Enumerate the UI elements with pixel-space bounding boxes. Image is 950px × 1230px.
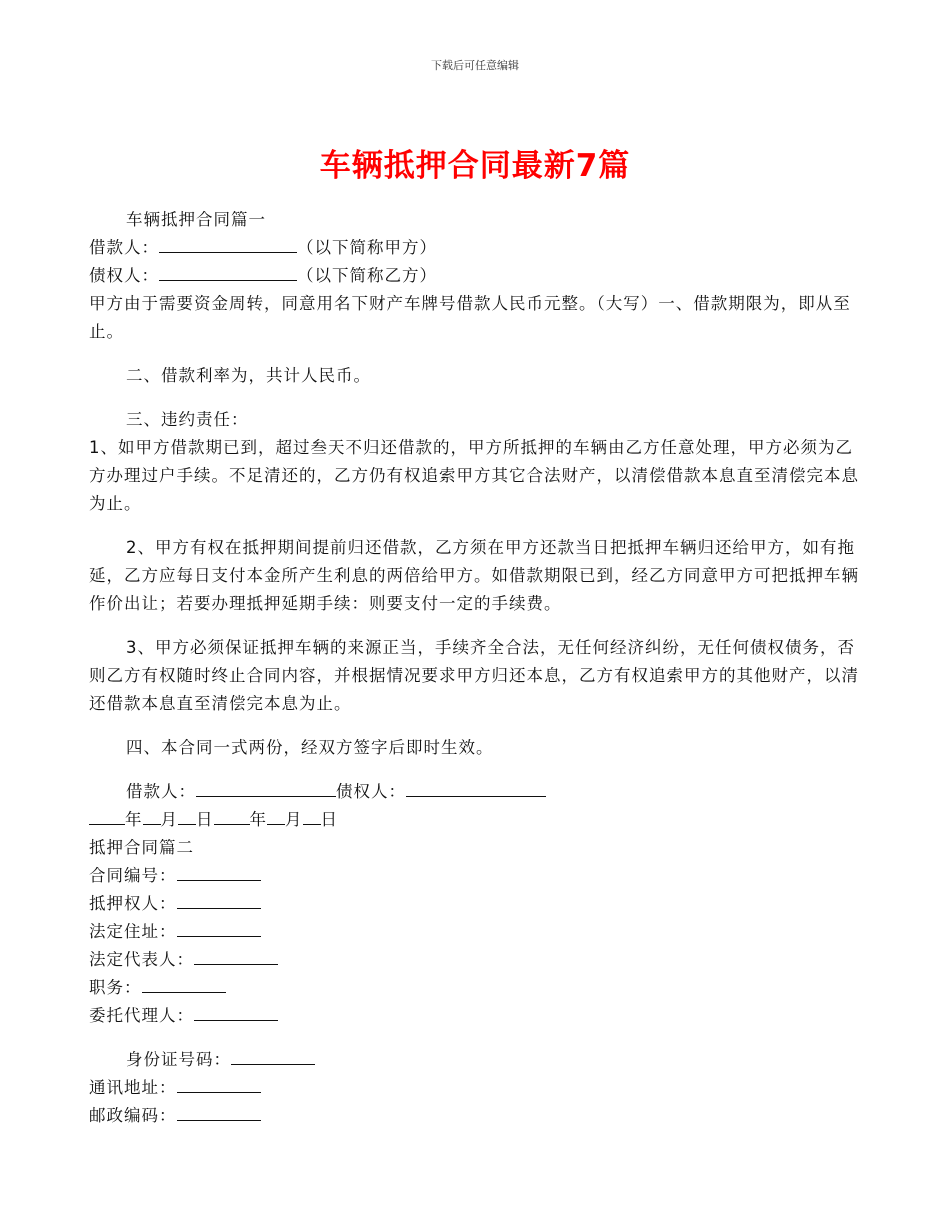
agent-blank bbox=[194, 1002, 278, 1021]
position-label: 职务： bbox=[89, 978, 142, 997]
legal-rep-label: 法定代表人： bbox=[89, 950, 194, 969]
day-label-2: 日 bbox=[320, 810, 338, 829]
clause-3-2: 2、甲方有权在抵押期间提前归还借款，乙方须在甲方还款当日把抵押车辆归还给甲方，如有拖延，乙方应每日支付本金所产生利息的两倍给甲方。如借款期限已到，经乙方同意甲方可把抵押车辆作价出让；若要办理抵押延期手续：则要支付一定的手续费。 bbox=[89, 538, 859, 613]
creditor-line bbox=[89, 262, 864, 290]
agent-line bbox=[89, 1002, 864, 1030]
clause-3-1: 1、如甲方借款期已到，超过叁天不归还借款的，甲方所抵押的车辆由乙方任意处理，甲方必须为乙方办理过户手续。不足清还的，乙方仍有权追索甲方其它合法财产，以清偿借款本息直至清偿完本息为止。 bbox=[89, 438, 859, 513]
address-blank bbox=[177, 1074, 261, 1093]
legal-rep-line bbox=[89, 946, 864, 974]
year-blank-1 bbox=[89, 806, 125, 825]
creditor-label: 债权人： bbox=[89, 266, 159, 285]
clause-3-heading: 三、违约责任： bbox=[126, 410, 249, 429]
year-blank-2 bbox=[214, 806, 250, 825]
borrower-blank bbox=[159, 234, 297, 253]
borrower-line bbox=[89, 234, 864, 262]
clause-3-3: 3、甲方必须保证抵押车辆的来源正当，手续齐全合法，无任何经济纠纷，无任何债权债务，否则乙方有权随时终止合同内容，并根据情况要求甲方归还本息，乙方有权追索甲方的其他财产，以清还借款本息直至清偿完本息为止。 bbox=[89, 638, 859, 713]
address-line bbox=[89, 1074, 864, 1102]
legal-address-blank bbox=[177, 918, 261, 937]
clause-4: 四、本合同一式两份，经双方签字后即时生效。 bbox=[126, 738, 494, 757]
section-heading-1: 车辆抵押合同篇一 bbox=[126, 210, 266, 229]
section-heading-2: 抵押合同篇二 bbox=[89, 838, 194, 857]
postcode-blank bbox=[177, 1102, 261, 1121]
contract-no-label: 合同编号： bbox=[89, 866, 177, 885]
legal-address-line bbox=[89, 918, 864, 946]
mortgagee-blank bbox=[177, 890, 261, 909]
year-label-2: 年 bbox=[249, 810, 267, 829]
date-line bbox=[89, 806, 864, 834]
postcode-label: 邮政编码： bbox=[89, 1106, 177, 1125]
year-label-1: 年 bbox=[125, 810, 143, 829]
sign-borrower-blank bbox=[196, 778, 336, 797]
legal-rep-blank bbox=[194, 946, 278, 965]
agent-label: 委托代理人： bbox=[89, 1006, 194, 1025]
contract-no-line bbox=[89, 862, 864, 890]
id-no-label: 身份证号码： bbox=[126, 1050, 231, 1069]
mortgagee-line bbox=[89, 890, 864, 918]
legal-address-label: 法定住址： bbox=[89, 922, 177, 941]
contract-no-blank bbox=[177, 862, 261, 881]
header-note: 下载后可任意编辑 bbox=[431, 59, 519, 72]
document-body bbox=[89, 206, 864, 1130]
creditor-blank bbox=[159, 262, 297, 281]
borrower-label: 借款人： bbox=[89, 238, 159, 257]
clause-2: 二、借款利率为，共计人民币。 bbox=[126, 366, 371, 385]
sign-creditor-label: 债权人： bbox=[336, 782, 406, 801]
sign-borrower-label: 借款人： bbox=[126, 782, 196, 801]
document-title: 车辆抵押合同最新7篇 bbox=[319, 148, 631, 184]
position-line bbox=[89, 974, 864, 1002]
address-label: 通讯地址： bbox=[89, 1078, 177, 1097]
borrower-suffix: （以下简称甲方） bbox=[297, 238, 437, 257]
id-no-blank bbox=[231, 1046, 315, 1065]
postcode-line bbox=[89, 1102, 864, 1130]
creditor-suffix: （以下简称乙方） bbox=[297, 266, 437, 285]
month-blank-1 bbox=[143, 806, 161, 825]
day-label-1: 日 bbox=[196, 810, 214, 829]
month-blank-2 bbox=[267, 806, 285, 825]
day-blank-2 bbox=[303, 806, 321, 825]
mortgagee-label: 抵押权人： bbox=[89, 894, 177, 913]
intro-paragraph: 甲方由于需要资金周转，同意用名下财产车牌号借款人民币元整。（大写）一、借款期限为，即从至止。 bbox=[89, 294, 851, 341]
position-blank bbox=[142, 974, 226, 993]
month-label-1: 月 bbox=[160, 810, 178, 829]
day-blank-1 bbox=[178, 806, 196, 825]
sign-creditor-blank bbox=[406, 778, 546, 797]
id-no-line bbox=[89, 1046, 864, 1074]
signature-line bbox=[89, 778, 864, 806]
month-label-2: 月 bbox=[285, 810, 303, 829]
